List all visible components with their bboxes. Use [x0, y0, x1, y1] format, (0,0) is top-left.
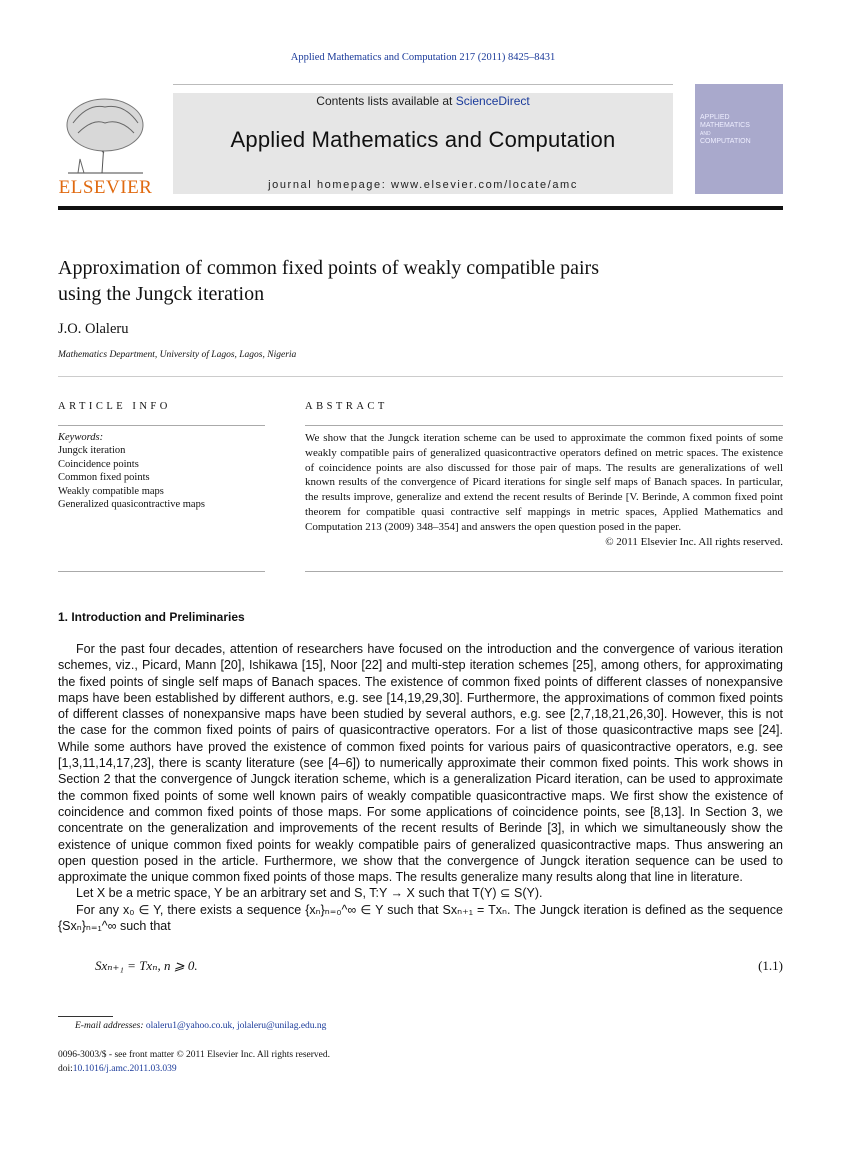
paragraph: For the past four decades, attention of researchers have focused on the introduction and the convergence of various iteration schemes, viz., Picard, Mann [20], Ishikawa [15], Noor [22] and multi-step iteration schemes [25], among others, for approximating the fixed points of single self maps of Banach spaces. The existence of common fixed points of different classes of nonexpansive maps have been established by different authors, e.g. see [14,19,29,30]. Furthermore, the approximations of common fixed points of different classes of nonexpansive maps have been studied by several authors, e.g. see [2,7,18,21,26,30]. However, this is not the case for the common fixed points of pairs of quasicontractive operators. For a list of those quasicontractive maps see [24]. While some authors have proved the existence of common fixed points for various pairs of quasicontractive operators, e.g. see [1,3,11,14,17,23], there is scanty literature (see [4–6]) to numerically approximate their common fixed points. This work shows in Section 2 that the convergence of Jungck iteration scheme, which is a generalization Picard iteration, can be used to approximate the common fixed points of some well known pairs of weakly compatible quasicontractive maps. We first show the existence of coincidence and common fixed points of those maps. For some applications of coincidence points, see [8,13]. In Section 3, we concentrate on the generalization and improvements of the recent results of Berinde [3], in which we simultaneously show the existence of unique common fixed points for weakly compatible pairs of generalized quasicontractive maps. Thus answering an open question posed in the article. Furthermore, we show that the convergence of Jungck iteration sequence can be used to approximate the unique common fixed points of those maps. The results generalize many results along that line in literature. [58, 642, 783, 885]
keywords-block [58, 431, 205, 511]
keyword: Jungck iteration [58, 445, 126, 457]
abstract-heading: ABSTRACT [305, 401, 388, 412]
elsevier-wordmark: ELSEVIER [58, 177, 153, 198]
journal-cover [695, 84, 783, 194]
info-rule [58, 425, 265, 426]
doi-line [58, 1062, 330, 1076]
keyword: Weakly compatible maps [58, 485, 164, 497]
email-label: E-mail addresses: [75, 1021, 144, 1031]
author: J.O. Olaleru [58, 321, 129, 337]
footnote-rule [58, 1016, 113, 1017]
divider [58, 376, 783, 377]
paragraph: For any x₀ ∈ Y, there exists a sequence {xₙ}ₙ₌₀^∞ ∈ Y such that Sxₙ₊₁ = Txₙ. The Jungck iteration is defined as the sequence {Sxₙ}ₙ₌₁^∞ such that [58, 902, 783, 934]
keyword: Coincidence points [58, 458, 139, 470]
sciencedirect-link[interactable]: ScienceDirect [455, 94, 530, 108]
doi-label: doi: [58, 1064, 73, 1074]
contents-line [173, 94, 673, 108]
contents-prefix: Contents lists available at [316, 94, 456, 108]
keyword: Common fixed points [58, 472, 150, 484]
cover-line: AND [700, 131, 711, 137]
front-matter-block [58, 1048, 330, 1076]
email-links[interactable]: olaleru1@yahoo.co.uk, jolaleru@unilag.edu.ng [145, 1021, 327, 1031]
keywords-label: Keywords: [58, 432, 104, 443]
copyright: © 2011 Elsevier Inc. All rights reserved. [605, 535, 783, 548]
doi-link[interactable]: 10.1016/j.amc.2011.03.039 [72, 1064, 177, 1074]
journal-header-box [173, 93, 673, 194]
top-rule [173, 84, 673, 85]
article-title [58, 255, 783, 307]
intro-body [58, 641, 783, 934]
abstract-rule-bottom [305, 571, 783, 572]
equation: Sxₙ₊₁ = Txₙ, n ⩾ 0. [95, 958, 198, 973]
journal-homepage[interactable]: journal homepage: www.elsevier.com/locate/amc [268, 179, 578, 191]
article-info-heading: ARTICLE INFO [58, 401, 171, 412]
journal-reference[interactable]: Applied Mathematics and Computation 217 (2011) 8425–8431 [290, 52, 556, 63]
abstract-rule [305, 425, 783, 426]
cover-title [700, 114, 751, 146]
cover-line: COMPUTATION [700, 138, 751, 145]
title-line: using the Jungck iteration [58, 283, 265, 305]
abstract-text [305, 431, 783, 549]
cover-line: MATHEMATICS [700, 122, 750, 129]
cover-line: APPLIED [700, 114, 730, 121]
front-matter: 0096-3003/$ - see front matter © 2011 Elsevier Inc. All rights reserved. [58, 1050, 331, 1060]
section-heading: 1. Introduction and Preliminaries [58, 610, 245, 624]
abstract-body: We show that the Jungck iteration scheme can be used to approximate the common fixed points of some weakly compatible pairs of generalized quasicontractive operators defined on metric spaces. The existence of coincidence points are also discussed for those pair of maps. The results are generalizations of well known results of the convergence of Picard iterations for single self maps of Banach spaces. In particular, the results improve, generalize and extend the recent results of Berinde [V. Berinde, A common fixed point theorem for compatible quasi contractive self mappings in metric spaces, Applied Mathematics and Computation 213 (2009) 348–354] and answers the open question posed in the paper. [305, 432, 783, 533]
header-divider [58, 206, 783, 210]
equation-number: (1.1) [758, 958, 783, 973]
journal-title: Applied Mathematics and Computation [230, 127, 616, 152]
paragraph: Let X be a metric space, Y be an arbitrary set and S, T:Y → X such that T(Y) ⊆ S(Y). [76, 886, 543, 901]
affiliation: Mathematics Department, University of Lagos, Lagos, Nigeria [58, 350, 297, 360]
title-line: Approximation of common fixed points of weakly compatible pairs [58, 257, 599, 279]
footnote-emails [75, 1021, 326, 1031]
info-rule-bottom [58, 571, 265, 572]
keyword: Generalized quasicontractive maps [58, 499, 205, 511]
